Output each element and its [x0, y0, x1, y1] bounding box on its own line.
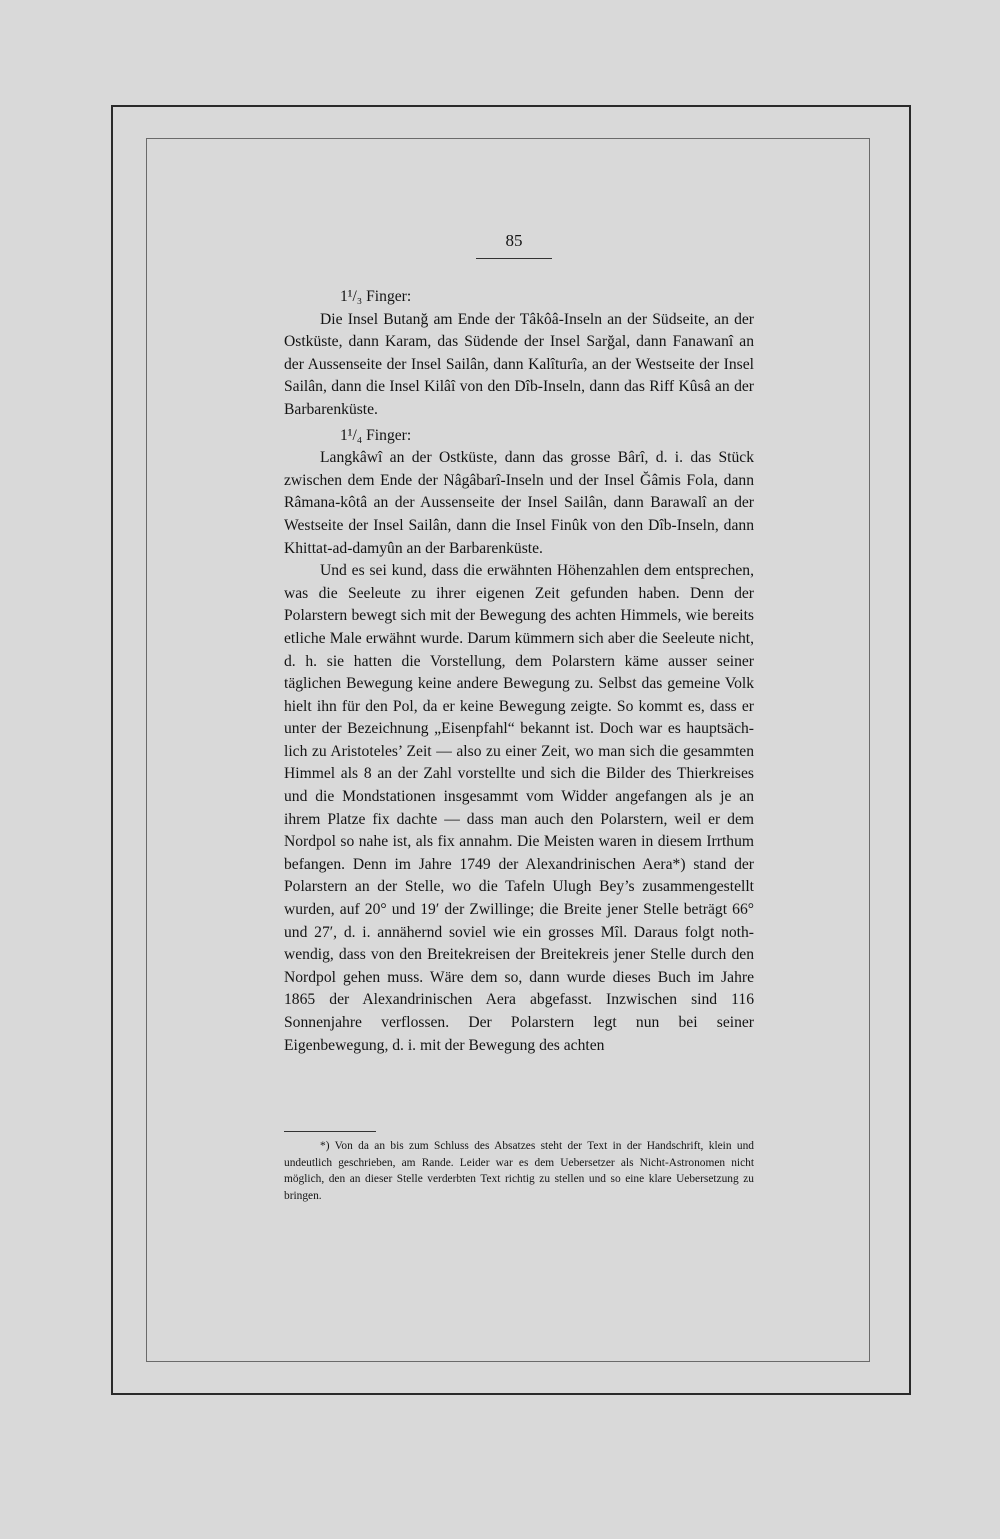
paragraph-2: Langkâwî an der Ostküste, dann das grosse Bârî, d. i. das Stück zwischen dem Ende der Nâgâbarî-Inseln und der Insel Ğâmis Fola, dann Râmana-kôtâ an der Aussenseite der Insel Sailân, dann Barawalî an der Westseite der Insel Sailân, dann die Insel Finûk von den Dîb-Inseln, dann Khittat-ad-damyûn an der Barbarenküste. — [284, 449, 754, 557]
footnote: *) Von da an bis zum Schluss des Absatzes steht der Text in der Handschrift, klein und undeutlich geschrieben, am Rande. Leider war es dem Uebersetzer als Nicht-Astronomen nicht möglich, den an dieser Stelle verderbten Text richtig zu stellen und so eine klare Uebersetzung zu bringen. — [284, 1140, 754, 1202]
page-number: 85 — [505, 231, 523, 250]
paragraph-1: Die Insel Butanğ am Ende der Tâkôâ-Inseln an der Südseite, an der Ostküste, dann Karam, das Südende der Insel Sarğal, dann Fanawanî an der Aussenseite der Insel Sailân, dann Kalîturîa, an der Westseite der Insel Sailân, dann die Insel Kilâî von den Dîb-Inseln, dann das Riff Kûsâ an der Barbarenküste. — [284, 310, 754, 418]
main-text — [284, 286, 754, 1057]
paragraph-3: Und es sei kund, dass die erwähnten Höhenzahlen dem entsprechen, was die Seeleute zu ihrer eigenen Zeit gefunden haben. Denn der Polarstern bewegt sich mit der Bewegung des achten Himmels, wie bereits etliche Male erwähnt wurde. Darum kümmern sich aber die Seeleute nicht, d. h. sie hatten die Vorstellung, dem Polarstern käme ausser seiner täglichen Bewegung keine andere Bewegung zu. Selbst das gemeine Volk hielt ihn für den Pol, da er keine Bewegung zeigte. So kommt es, dass er unter der Bezeichnung „Eisenpfahl“ bekannt ist. Doch war es hauptsächlich zu Aristoteles’ Zeit — also zu einer Zeit, wo man sich die gesammten Himmel als 8 an der Zahl vorstellte und sich die Bilder des Thierkreises und die Mondstationen insgesammt vom Widder angefangen als je an ihrem Platze fix dachte — dass man auch den Polarstern, weil er dem Nordpol so nahe ist, als fix annahm. Die Meisten waren in diesem Irrthum befangen. Denn im Jahre 1749 der Alexandrinischen Aera*) stand der Polarstern an der Stelle, wo die Tafeln Ulugh Bey’s zusammengestellt wurden, auf 20° und 19′ der Zwillinge; die Breite jener Stelle beträgt 66° und 27′, d. i. annähernd soviel wie ein grosses Mîl. Daraus folgt nothwendig, dass von den Breitekreisen der Breitekreis jener Stelle durch den Nordpol gehen muss. Wäre dem so, dann wurde dieses Buch im Jahre 1865 der Alexandrinischen Aera abgefasst. Inzwischen sind 116 Sonnenjahre verflossen. Der Polarstern legt nun bei seiner Eigenbewegung, d. i. mit der Bewegung des achten — [284, 562, 754, 1054]
page-number-rule — [476, 258, 552, 259]
section-heading-1: 1¹/₃ Finger: — [340, 288, 412, 305]
section-heading-2: 1¹/₄ Finger: — [340, 426, 412, 444]
footnote-rule — [284, 1131, 376, 1132]
